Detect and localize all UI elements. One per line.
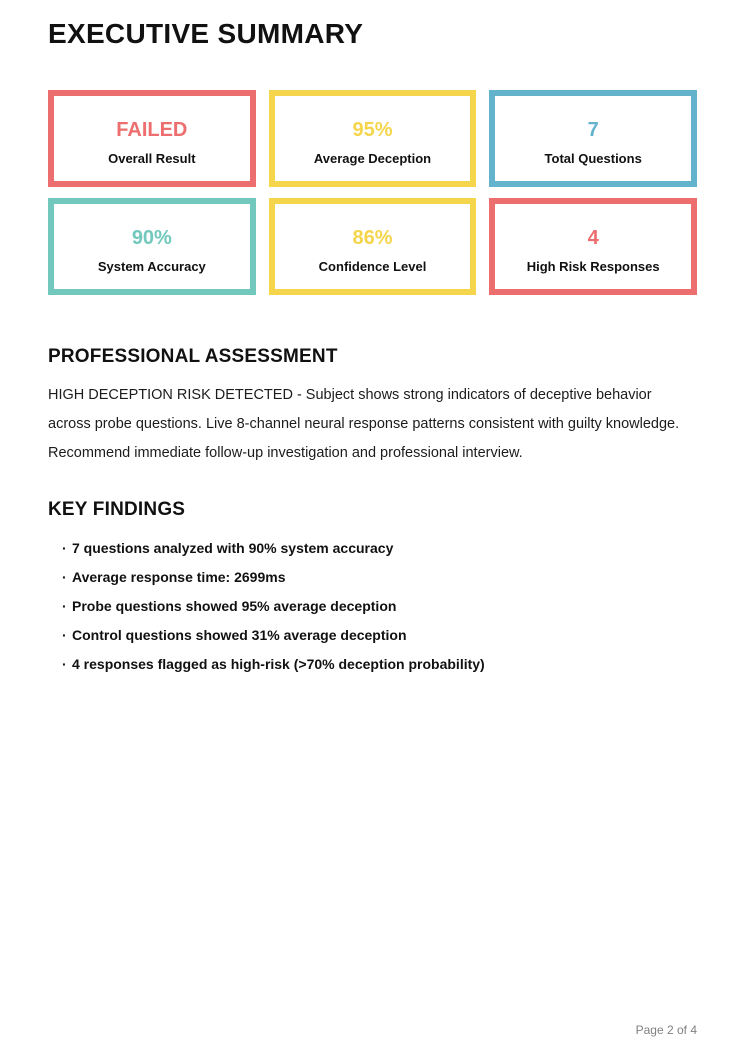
summary-cards-grid [48,90,697,295]
stat-card-high-risk-responses [489,198,697,295]
stat-label: Overall Result [108,151,196,167]
stat-card-total-questions [489,90,697,187]
stat-label: System Accuracy [97,259,206,275]
stat-card-overall-result [48,90,256,187]
stat-card-average-deception [269,90,477,187]
key-finding-item: · Average response time: 2699ms [62,567,697,587]
stat-value: 86% [352,227,393,250]
stat-card-system-accuracy [48,198,256,295]
key-finding-item: · 4 responses flagged as high-risk (>70% deception probability) [62,654,697,674]
stat-value: FAILED [116,119,188,142]
key-finding-item: · Control questions showed 31% average deception [62,625,697,645]
professional-assessment-heading: PROFESSIONAL ASSESSMENT [48,346,338,368]
report-page [0,18,743,674]
stat-label: Average Deception [313,151,432,167]
page-title: EXECUTIVE SUMMARY [48,18,364,49]
stat-label: Confidence Level [318,259,427,275]
key-findings-heading: KEY FINDINGS [48,499,186,521]
professional-assessment-body: HIGH DECEPTION RISK DETECTED - Subject shows strong indicators of deceptive behavior across probe questions. Live 8-channel neural response patterns consistent with guilty knowledge. Recommend immediate follow-up investigation and professional interview. [48,387,680,462]
key-findings-list [48,538,697,674]
stat-value: 7 [587,119,599,142]
key-finding-item: · 7 questions analyzed with 90% system accuracy [62,538,697,558]
key-finding-item: · Probe questions showed 95% average deception [62,596,697,616]
stat-card-confidence-level [269,198,477,295]
stat-value: 4 [587,227,599,250]
stat-value: 90% [131,227,172,250]
stat-value: 95% [352,119,393,142]
stat-label: High Risk Responses [526,259,660,275]
page-number: Page 2 of 4 [635,1023,697,1037]
stat-label: Total Questions [544,151,642,167]
